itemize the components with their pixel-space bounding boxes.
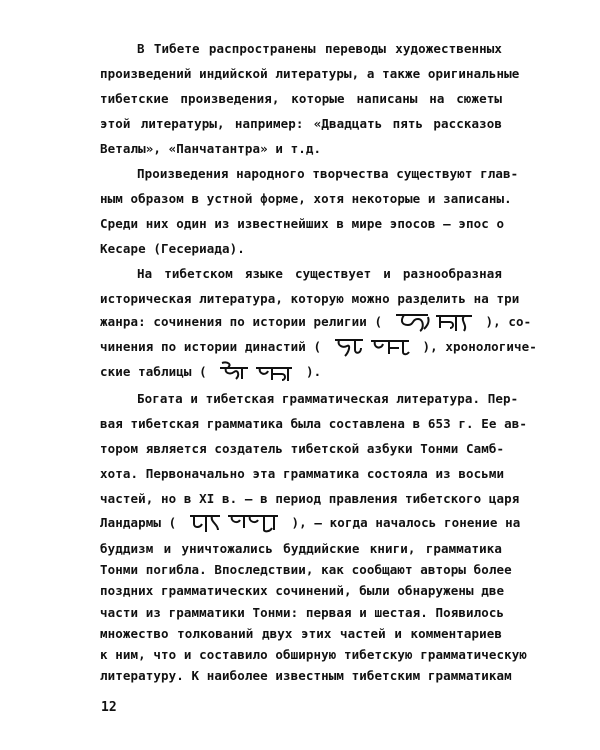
text-fragment: ские таблицы ( [100, 364, 207, 379]
text-line-with-tibetan [100, 363, 502, 381]
text-line: поздних грамматических сочинений, были обнаружены две [100, 583, 505, 599]
text-line: литературу. К наиболее известным тибетским грамматикам [100, 668, 512, 683]
text-line: частей, но в XI в. – в период правления тибетского царя [100, 491, 520, 506]
text-line: историческая литература, которую можно разделить на три [100, 291, 520, 306]
text-line-with-tibetan [100, 514, 521, 532]
text-line: Среди них один из известнейших в мире эпосов – эпос о [100, 216, 505, 231]
text-fragment: жанра: сочинения по истории религии ( [100, 314, 383, 329]
text-fragment: ), – когда началось гонение на [291, 515, 521, 530]
text-fragment: ), хронологиче- [422, 339, 537, 354]
page-number: 12 [101, 700, 117, 715]
text-line: В Тибете распространены переводы художественных [137, 41, 502, 56]
text-line-with-tibetan [100, 313, 532, 331]
text-line: этой литературы, например: «Двадцать пять рассказов [100, 116, 502, 131]
text-line: тором является создатель тибетской азбуки Тонми Самб- [100, 441, 505, 456]
text-line: к ним, что и составило обширную тибетскую грамматическую [100, 647, 528, 662]
text-line: хота. Первоначально эта грамматика состояла из восьми [100, 466, 505, 481]
text-line: Тонми погибла. Впоследствии, как сообщают авторы более [100, 562, 512, 578]
text-fragment: чинения по истории династий ( [100, 339, 322, 354]
tibetan-script-chronology-tables [218, 364, 294, 382]
text-line: множество толкований двух этих частей и комментариев [100, 625, 502, 641]
text-line: тибетские произведения, которые написаны на сюжеты [100, 91, 502, 106]
text-line: Веталы», «Панчатантра» и т.д. [100, 141, 322, 156]
text-fragment: ). [306, 364, 322, 379]
text-line-with-tibetan [100, 338, 537, 356]
text-line: На тибетском языке существует и разнообразная [137, 266, 502, 281]
text-line: произведений индийской литературы, а также оригинальные [100, 66, 520, 81]
text-line: Произведения народного творчества существуют глав- [137, 166, 519, 181]
text-line: Кесаре (Гесериада). [100, 241, 245, 256]
tibetan-script-religion-history [394, 314, 474, 332]
text-fragment: Ландармы ( [100, 515, 177, 530]
tibetan-script-langdarma [188, 515, 280, 533]
text-fragment: ), со- [485, 314, 532, 329]
text-line: буддизм и уничтожались буддийские книги, грамматика [100, 541, 502, 556]
tibetan-script-dynasty-history [333, 339, 411, 357]
text-line: части из грамматики Тонми: первая и шестая. Появилось [100, 604, 505, 620]
text-line: ным образом в устной форме, хотя некоторые и записаны. [100, 191, 512, 206]
text-line: Богата и тибетская грамматическая литература. Пер- [137, 391, 519, 406]
text-line: вая тибетская грамматика была составлена в 653 г. Ее ав- [100, 416, 528, 431]
